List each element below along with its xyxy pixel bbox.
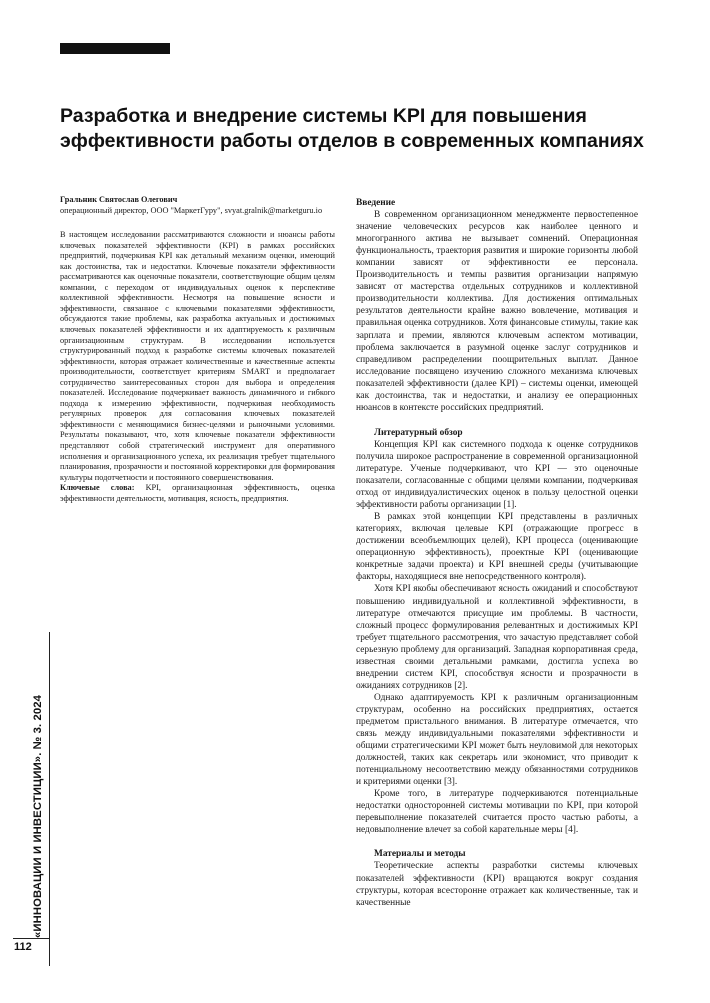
journal-name: «ИННОВАЦИИ И ИНВЕСТИЦИИ». № 3. 2024 (32, 695, 44, 938)
author-name: Гральник Святослав Олегович (60, 195, 178, 204)
right-column (356, 197, 638, 909)
section-heading-literature: Литературный обзор (374, 427, 463, 438)
lit-paragraph-3: Хотя KPI якобы обеспечивают ясность ожиданий и способствуют повышению индивидуальной и коллективной эффективности, в литературе отмечаются присущие им проблемы. В частности, сложный процесс формулирования релевантных и достижимых KPI требует тщательного рассмотрения, что зачастую представляет собой серьезную проблему для организаций. Западная корпоративная среда, известная своими детальными рамками, достигла успеха во внедрении систем KPI, способствуя ясности и прозрачности в ожиданиях сотрудников [2]. (356, 584, 638, 691)
section-heading-methods: Материалы и методы (374, 849, 466, 860)
methods-paragraph-1: Теоретические аспекты разработки системы ключевых показателей эффективности (KPI) вращаются вокруг создания структуры, которая всесторонне отражает как количественные, так и качественные (356, 861, 638, 908)
header-decor-bar (60, 43, 170, 54)
left-column (60, 195, 335, 504)
keywords (60, 483, 335, 504)
author-affiliation: операционный директор, ООО "МаркетГуру", svyat.gralnik@marketguru.io (60, 205, 323, 215)
page-number-rule (13, 938, 49, 939)
keywords-label: Ключевые слова: (60, 483, 135, 493)
lit-paragraph-1: Концепция KPI как системного подхода к оценке сотрудников получила широкое распространение в современной организационной литературе. Ученые подчеркивают, что KPI — это оценочные показатели, согласованные с общими целями компании, подчеркивая отход от индивидуалистических оценок в пользу целостной оценки эффективности работы организации [1]. (356, 439, 638, 511)
margin-divider (49, 632, 50, 966)
page-number: 112 (14, 941, 32, 953)
lit-paragraph-5: Кроме того, в литературе подчеркиваются потенциальные недостатки односторонней системы мотивации по KPI, при которой перевыполнение показателей считается просто частью работы, а недовыполнение влечет за собой карательные меры [4]. (356, 789, 638, 836)
abstract: В настоящем исследовании рассматриваются сложности и нюансы работы ключевых показателей эффективности (KPI) в рамках российских предприятий, подчеркивая KPI как детальный механизм оценки, имеющий как достоинства, так и недостатки. Ключевые показатели эффективности рассматриваются как оценочные показатели, соответствующие общим целям компании, с переходом от индивидуальных оценок к перспективе коллективной эффективности. Несмотря на повышение ясности и эффективности, связанное с ключевыми показателями эффективности, обсуждаются такие проблемы, как разработка актуальных и достижимых ключевых показателей эффективности и их адаптируемость к различным организационным структурам. В исследовании используется структурированный подход к разработке системы ключевых показателей эффективности, которая отражает количественные и качественные аспекты производительности, соответствует критериям SMART и предполагает сотрудничество заинтересованных сторон для выбора и определения показателей. Исследование подчеркивает важность динамичного и гибкого подхода к измерению эффективности, подчеркивая необходимость регулярных проверок для согласования ключевых показателей эффективности с меняющимися бизнес-целями и рыночными условиями. Результаты показывают, что, хотя ключевые показатели эффективности представляют собой стратегический инструмент для оперативного исполнения и организационного успеха, их реализация требует тщательного планирования, прозрачности и постоянной корректировки для формирования культуры подотчетности и постоянного совершенствования. (60, 230, 335, 482)
lit-paragraph-4: Однако адаптируемость KPI к различным организационным структурам, особенно на российских предприятиях, остается предметом пристального внимания. В литературе отмечается, что связь между индивидуальными показателями эффективности и общими стратегическими KPI может быть неуловимой для некоторых должностей, таких как секретарь или экономист, что приводит к потенциальному несоответствию между обязанностями сотрудников и критериями оценки [3]. (356, 692, 638, 788)
lit-paragraph-2: В рамках этой концепции KPI представлены в различных категориях, включая целевые KPI (отражающие прогресс в достижении всеобъемлющих целей), KPI процесса (оценивающие операционную эффективность), проектные KPI (оценивающие конкретные задачи проекта) и KPI внешней среды (учитывающие факторы, находящиеся вне непосредственного контроля). (356, 512, 638, 583)
article-title: Разработка и внедрение системы KPI для повышения эффективности работы отделов в современных компаниях (60, 105, 644, 152)
keywords-text: KPI, организационная эффективность, оценка эффективности деятельности, мотивация, ясность, предприятия. (60, 483, 335, 503)
section-heading-introduction: Введение (356, 198, 396, 208)
intro-paragraph-1: В современном организационном менеджменте первостепенное значение человеческих ресурсов как наиболее ценного и многогранного актива не вызывает сомнений. Операционная функциональность, траектория развития и широкие горизонты любой компании зависят от эффективности ее персонала. Производительность и темпы развития организации напрямую зависят от мастерства отдельных сотрудников и коллективной производительности коллектива. Для достижения оптимальных результатов деятельности крайне важно вовлечение, мотивация и правильная оценка сотрудников. Хотя финансовые стимулы, такие как зарплата и премии, являются ключевым аспектом мотивации, проблема заключается в разумной оценке заслуг сотрудников и справедливом распределении поощрительных выплат. Данное исследование посвящено изучению сложного механизма ключевых показателей эффективности (далее KPI) – системы оценки, имеющей как достоинства, так и недостатки, и анализу ее операционных нюансов в контексте российских предприятий. (356, 210, 638, 413)
